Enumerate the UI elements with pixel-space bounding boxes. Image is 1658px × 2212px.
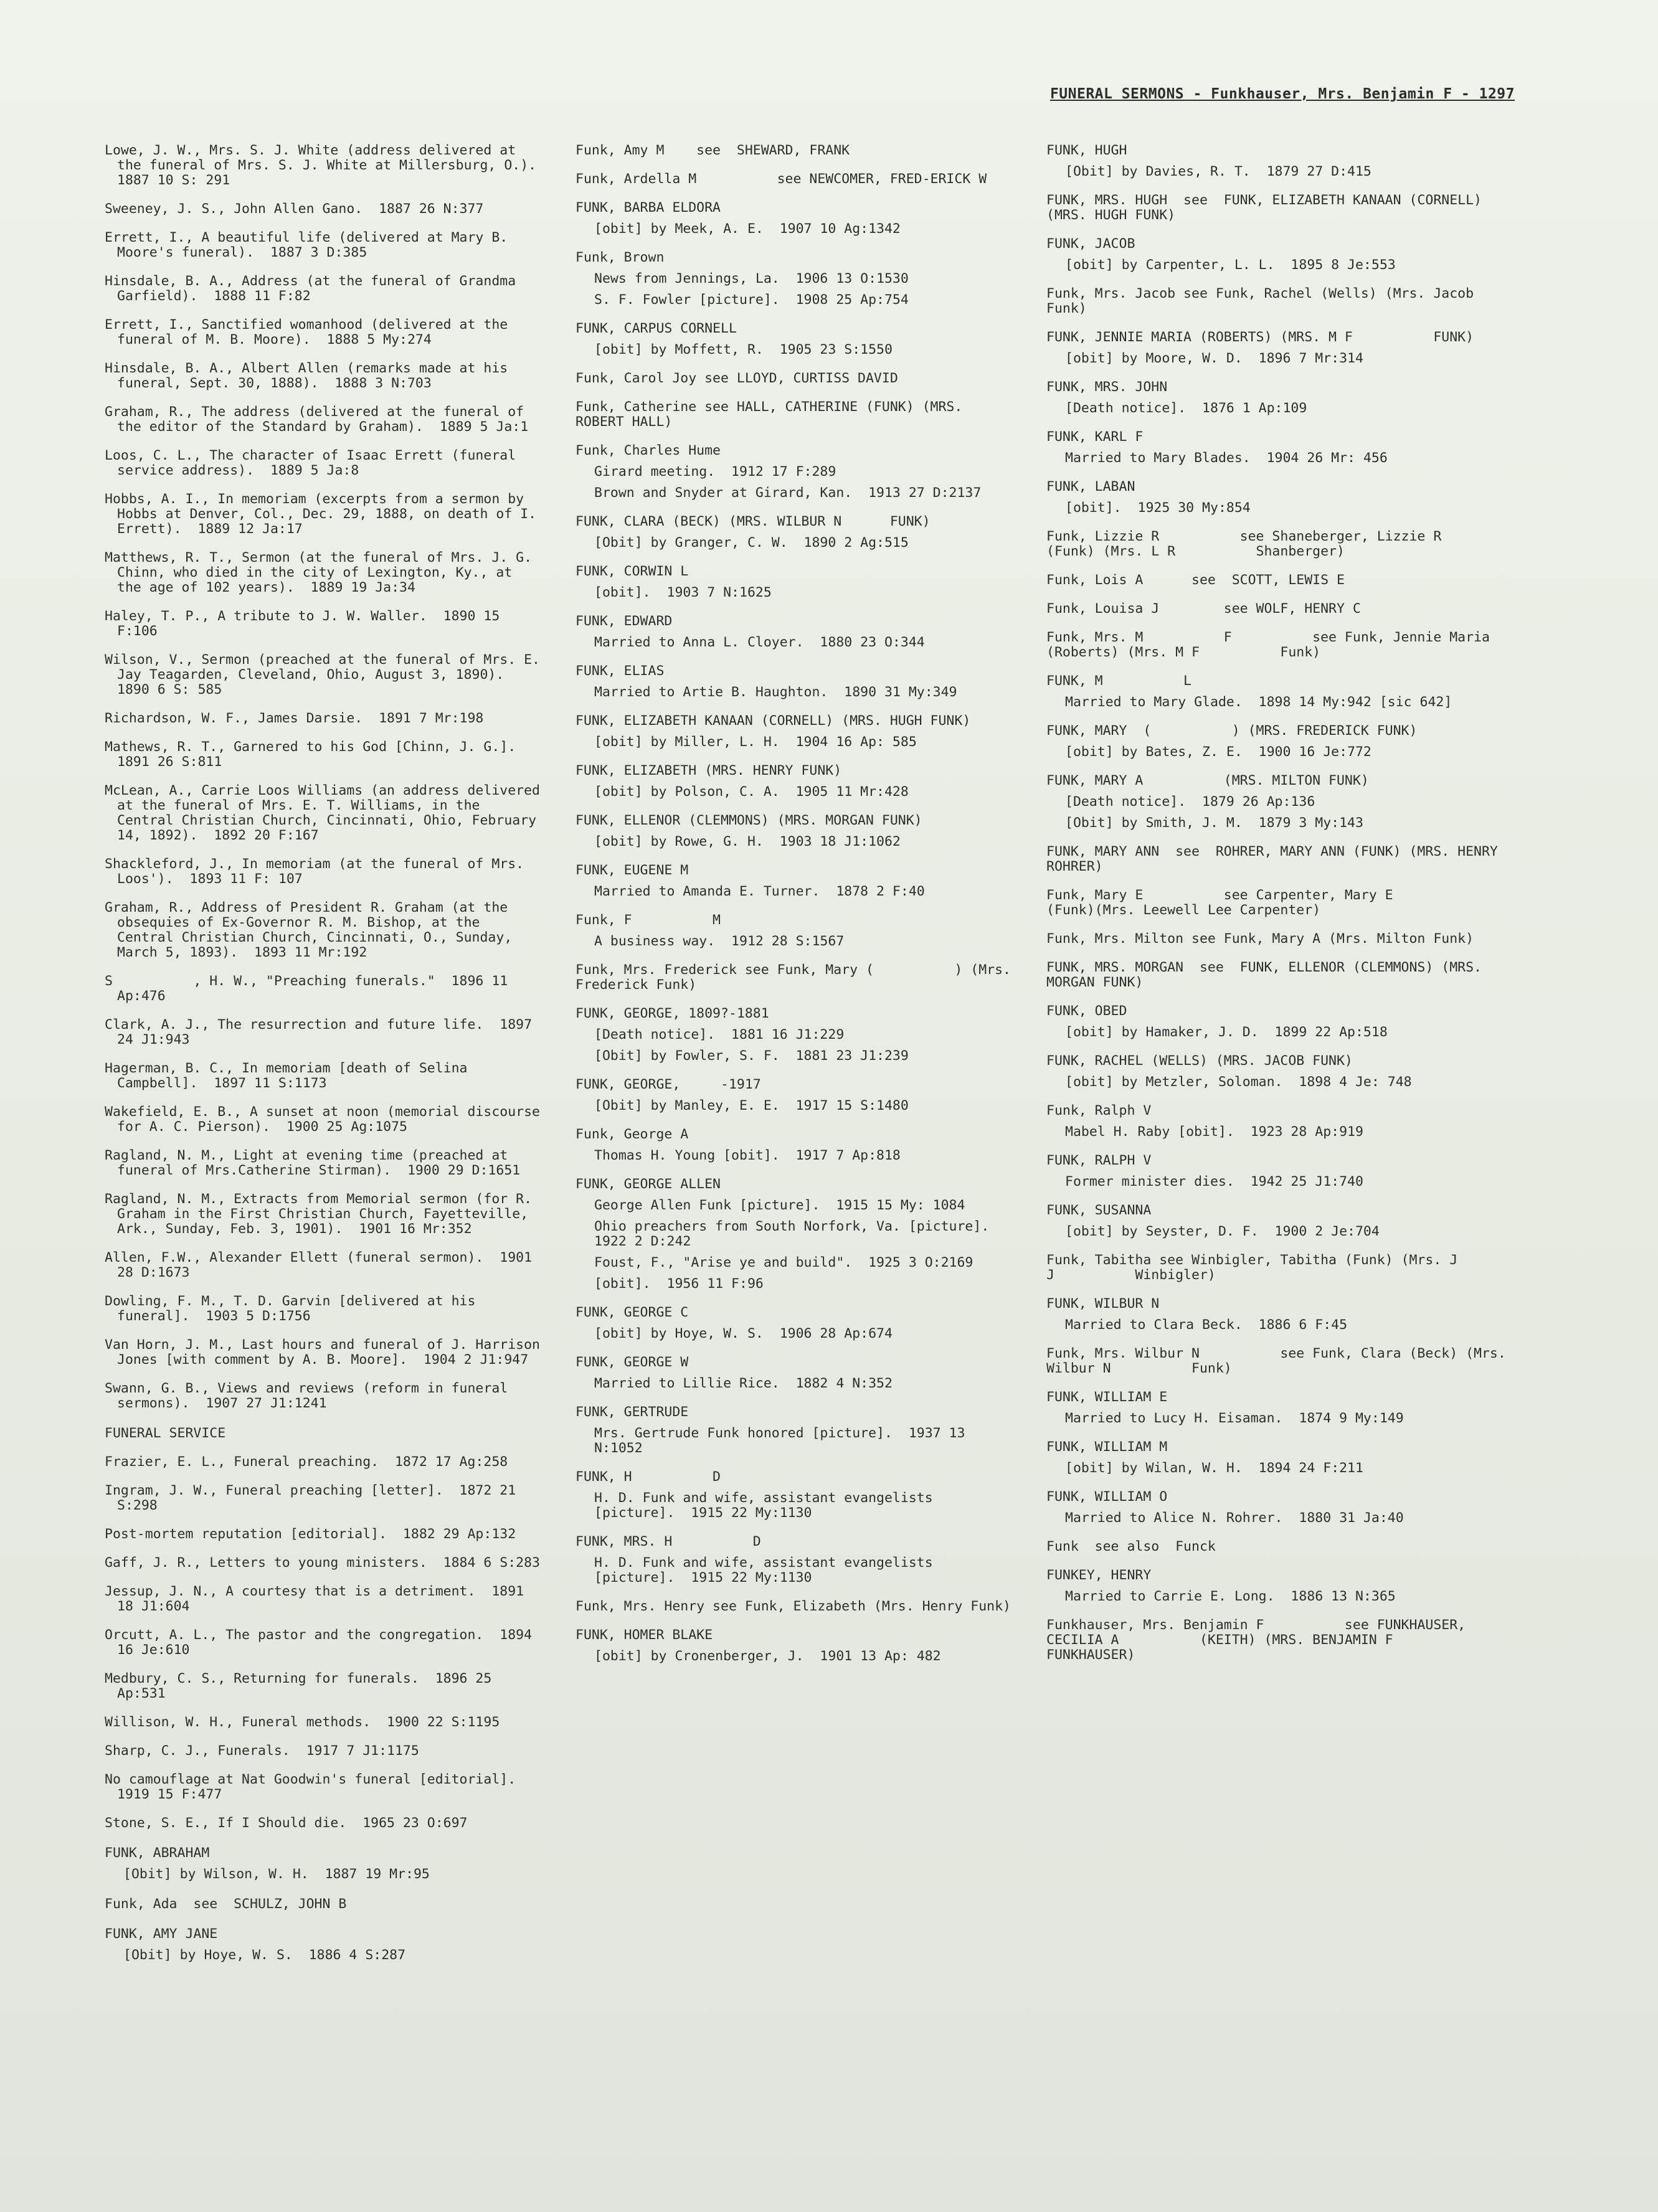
entry-heading: Errett, I., Sanctified womanhood (delivered at the funeral of M. B. Moore). 1888 5 My:274 [105, 317, 516, 347]
entry-heading: Wilson, V., Sermon (preached at the funeral of Mrs. E. Jay Teagarden, Cleveland, Ohio, August 3, 1890). 1890 6 S: 585 [105, 652, 548, 697]
entry-citation: Mabel H. Raby [obit]. 1923 28 Ap:919 [1065, 1124, 1363, 1140]
index-entry [105, 1846, 541, 1882]
entry-citation: Married to Anna L. Cloyer. 1880 23 O:344 [594, 635, 925, 650]
index-entry [1046, 674, 1520, 710]
index-entry [105, 652, 548, 697]
index-entry [105, 1192, 541, 1237]
entry-heading: Funk, Mrs. Henry see Funk, Elizabeth (Mrs. Henry Funk) [576, 1599, 1011, 1614]
entry-heading: FUNK, GEORGE C [576, 1305, 689, 1320]
index-entry [105, 711, 541, 726]
index-entry [105, 974, 541, 1004]
index-entry [576, 763, 1011, 800]
index-entry [1046, 143, 1520, 179]
index-entry [105, 405, 541, 435]
index-entry [105, 318, 541, 347]
index-entry [576, 614, 1011, 650]
entry-heading: Graham, R., Address of President R. Graham (at the obsequies of Ex-Governor R. M. Bishop, at the Central Christian Church, Cincinnati, O., Sunday, March 5, 1893). 1893 11 Mr:192 [105, 900, 521, 960]
entry-citation: [obit] by Rowe, G. H. 1903 18 J1:1062 [594, 834, 901, 849]
entry-citation: George Allen Funk [picture]. 1915 15 My: 1084 [594, 1198, 965, 1213]
index-entry [576, 1077, 1011, 1113]
index-entry [576, 514, 1011, 551]
index-entry [105, 1927, 541, 1963]
entry-citation: [obit] by Meek, A. E. 1907 10 Ag:1342 [594, 221, 901, 237]
entry-citation: [Death notice]. 1881 16 J1:229 [594, 1027, 845, 1042]
entry-heading: Funk, Mary E see Carpenter, Mary E (Funk)(Mrs. Leewell Lee Carpenter) [1046, 887, 1474, 918]
index-entry [105, 1816, 541, 1831]
index-entry [576, 913, 1011, 949]
entry-citation: [Obit] by Manley, E. E. 1917 15 S:1480 [594, 1098, 909, 1113]
entry-heading: Clark, A. J., The resurrection and future life. 1897 24 J1:943 [105, 1017, 540, 1047]
index-entry [1046, 960, 1520, 990]
entry-heading: Funk, Ralph V [1046, 1103, 1152, 1118]
index-entry [105, 1337, 548, 1368]
index-entry [1046, 286, 1520, 316]
index-entry [105, 1148, 541, 1178]
entry-heading: FUNK, JENNIE MARIA (ROBERTS) (MRS. M F FUNK) [1046, 329, 1474, 345]
entry-heading: Funk, Lois A see SCOTT, LEWIS E [1046, 572, 1345, 588]
index-entry [1046, 1054, 1520, 1090]
index-entry [105, 1426, 541, 1441]
entry-heading: FUNK, WILLIAM E [1046, 1389, 1168, 1405]
entry-citation: Married to Amanda E. Turner. 1878 2 F:40 [594, 884, 925, 899]
entry-heading: Funk, Catherine see HALL, CATHERINE (FUNK) (MRS. ROBERT HALL) [576, 399, 971, 430]
index-entry [105, 551, 541, 595]
index-entry [1046, 1490, 1520, 1526]
index-entry [576, 172, 1011, 187]
entry-heading: Funk, Mrs. Milton see Funk, Mary A (Mrs. Milton Funk) [1046, 931, 1474, 947]
index-entry [105, 857, 541, 887]
index-entry [576, 371, 1011, 386]
index-entry [105, 1556, 541, 1571]
index-entry [105, 1104, 548, 1135]
index-entry [105, 1061, 541, 1091]
index-entry [105, 1294, 541, 1324]
index-entry [576, 962, 1019, 993]
entry-heading: Lowe, J. W., Mrs. S. J. White (address delivered at the funeral of Mrs. S. J. White at Millersburg, O.). 1887 10 S: 291 [105, 143, 552, 188]
index-entry [105, 1584, 541, 1614]
index-entry [1046, 330, 1520, 366]
entry-citation: Married to Alice N. Rohrer. 1880 31 Ja:40 [1065, 1510, 1404, 1526]
index-entry [576, 714, 1011, 750]
index-entry [105, 491, 545, 537]
index-entry [105, 361, 541, 391]
entry-citation: H. D. Funk and wife, assistant evangelists [picture]. 1915 22 My:1130 [594, 1555, 941, 1586]
index-entry [105, 1250, 541, 1280]
entry-heading: Shackleford, J., In memoriam (at the funeral of Mrs. Loos'). 1893 11 F: 107 [105, 856, 533, 887]
entry-heading: S , H. W., "Preaching funerals." 1896 11 Ap:476 [105, 973, 516, 1004]
index-entry [1046, 844, 1520, 874]
entry-citation: A business way. 1912 28 S:1567 [594, 933, 845, 949]
entry-heading: Matthews, R. T., Sermon (at the funeral of Mrs. J. G. Chinn, who died in the city of Lexington, Ky., at the age of 102 years). 1889 19 Ja:34 [105, 550, 540, 595]
entry-heading: FUNK, EUGENE M [576, 863, 689, 878]
entry-heading: FUNK, OBED [1046, 1003, 1127, 1019]
entry-heading: Ragland, N. M., Extracts from Memorial sermon (for R. Graham in the First Christian Church, Fayetteville, Ark., Sunday, Feb. 3, 1901). 1901 16 Mr:352 [105, 1191, 540, 1237]
index-entry [1046, 1440, 1520, 1476]
index-entry [576, 201, 1011, 237]
entry-citation: S. F. Fowler [picture]. 1908 25 Ap:754 [594, 292, 909, 308]
entry-heading: Hobbs, A. I., In memoriam (excerpts from a sermon by Hobbs at Denver, Col., Dec. 29, 1888, on death of I. Errett). 1889 12 Ja:17 [105, 491, 545, 537]
index-entry [105, 1455, 541, 1470]
entry-heading: FUNK, AMY JANE [105, 1926, 218, 1942]
entry-heading: Funk, Ada see SCHULZ, JOHN B [105, 1896, 347, 1912]
entry-heading: Stone, S. E., If I Should die. 1965 23 O:697 [105, 1815, 468, 1831]
entry-heading: FUNK, EDWARD [576, 613, 673, 629]
entry-heading: Funk, Brown [576, 250, 665, 265]
index-entry [105, 609, 541, 639]
index-entry [576, 1599, 1011, 1614]
index-entry [105, 230, 541, 260]
entry-heading: Van Horn, J. M., Last hours and funeral of J. Harrison Jones [with comment by A. B. Moore]. 1904 2 J1:947 [105, 1337, 548, 1368]
entry-heading: No camouflage at Nat Goodwin's funeral [editorial]. 1919 15 F:477 [105, 1772, 533, 1802]
entry-citation: Married to Clara Beck. 1886 6 F:45 [1065, 1317, 1348, 1333]
entry-heading: McLean, A., Carrie Loos Williams (an address delivered at the funeral of Mrs. E. T. Williams, in the Central Christian Church, Cincinnati, Ohio, February 14, 1892). 1892 20 F:167 [105, 783, 548, 843]
entry-heading: FUNK, M L [1046, 673, 1191, 689]
entry-citation: [Obit] by Granger, C. W. 1890 2 Ag:515 [594, 535, 909, 551]
index-entry [105, 740, 541, 770]
entry-citation: [obit]. 1925 30 My:854 [1065, 500, 1251, 516]
index-entry [105, 448, 541, 478]
entry-heading: FUNK, GEORGE W [576, 1354, 689, 1370]
index-entry [105, 202, 541, 217]
entry-heading: Swann, G. B., Views and reviews (reform in funeral sermons). 1907 27 J1:1241 [105, 1381, 516, 1411]
index-entry [105, 1715, 541, 1730]
entry-heading: FUNERAL SERVICE [105, 1425, 226, 1441]
index-entry [576, 664, 1011, 700]
index-entry [105, 1483, 541, 1513]
index-entry [1046, 380, 1520, 416]
entry-heading: FUNK, ELIAS [576, 663, 665, 679]
entry-heading: Funk, Mrs. Frederick see Funk, Mary ( ) (Mrs. Frederick Funk) [576, 962, 1019, 993]
index-entry [1046, 1203, 1520, 1239]
entry-citation: Former minister dies. 1942 25 J1:740 [1065, 1174, 1363, 1189]
index-entry [576, 400, 1011, 430]
index-entry [1046, 1346, 1520, 1376]
entry-heading: FUNKEY, HENRY [1046, 1567, 1152, 1583]
entry-citation: Married to Carrie E. Long. 1886 13 N:365 [1065, 1589, 1396, 1604]
entry-heading: Sharp, C. J., Funerals. 1917 7 J1:1175 [105, 1743, 419, 1759]
index-entry [1046, 888, 1520, 918]
entry-citation: News from Jennings, La. 1906 13 O:1530 [594, 271, 909, 286]
entry-citation: Married to Mary Blades. 1904 26 Mr: 456 [1065, 450, 1388, 466]
entry-heading: Hinsdale, B. A., Address (at the funeral of Grandma Garfield). 1888 11 F:82 [105, 273, 524, 304]
entry-heading: Willison, W. H., Funeral methods. 1900 22 S:1195 [105, 1714, 500, 1730]
entry-citation: [obit] by Wilan, W. H. 1894 24 F:211 [1065, 1460, 1363, 1476]
index-entry [105, 1744, 541, 1759]
entry-heading: FUNK, MRS. MORGAN see FUNK, ELLENOR (CLEMMONS) (MRS. MORGAN FUNK) [1046, 960, 1490, 990]
entry-heading: FUNK, GEORGE ALLEN [576, 1176, 721, 1192]
entry-citation: [obit] by Carpenter, L. L. 1895 8 Je:553 [1065, 257, 1396, 273]
entry-citation: Brown and Snyder at Girard, Kan. 1913 27 D:2137 [594, 485, 982, 501]
entry-heading: Funk, Ardella M see NEWCOMER, FRED-ERICK W [576, 171, 987, 187]
index-entry [1046, 932, 1520, 947]
index-entry [1046, 1104, 1520, 1140]
entry-heading: Hagerman, B. C., In memoriam [death of Selina Campbell]. 1897 11 S:1173 [105, 1061, 476, 1091]
index-entry [105, 1772, 541, 1802]
entry-citation: Married to Lillie Rice. 1882 4 N:352 [594, 1376, 893, 1391]
entry-citation: [Obit] by Fowler, S. F. 1881 23 J1:239 [594, 1048, 909, 1064]
index-entry [105, 1018, 541, 1047]
entry-heading: Errett, I., A beautiful life (delivered at Mary B. Moore's funeral). 1887 3 D:385 [105, 230, 516, 260]
entry-heading: Funk, Lizzie R see Shaneberger, Lizzie R (Funk) (Mrs. L R Shanberger) [1046, 529, 1522, 559]
entry-heading: Gaff, J. R., Letters to young ministers. 1884 6 S:283 [105, 1555, 540, 1571]
column-2 [576, 143, 1019, 1678]
entry-heading: Post-mortem reputation [editorial]. 1882 29 Ap:132 [105, 1526, 516, 1542]
entry-heading: Frazier, E. L., Funeral preaching. 1872 17 Ag:258 [105, 1454, 508, 1470]
entry-heading: FUNK, CORWIN L [576, 564, 689, 579]
index-entry [576, 1006, 1011, 1064]
entry-citation: [Obit] by Davies, R. T. 1879 27 D:415 [1065, 164, 1371, 179]
index-entry [576, 1177, 1011, 1292]
entry-citation: Thomas H. Young [obit]. 1917 7 Ap:818 [594, 1148, 901, 1163]
entry-citation: [obit] by Bates, Z. E. 1900 16 Je:772 [1065, 744, 1371, 760]
entry-citation: [obit]. 1956 11 F:96 [594, 1276, 764, 1292]
index-entry [576, 1355, 1011, 1391]
index-entry [1046, 1390, 1520, 1426]
entry-citation: Mrs. Gertrude Funk honored [picture]. 1937 13 N:1052 [594, 1425, 973, 1456]
entry-heading: FUNK, JACOB [1046, 236, 1135, 252]
index-entry [576, 813, 1011, 849]
index-entry [1046, 1618, 1520, 1663]
entry-citation: Married to Lucy H. Eisaman. 1874 9 My:149 [1065, 1411, 1404, 1426]
entry-citation: [Death notice]. 1879 26 Ap:136 [1065, 794, 1315, 810]
column-3 [1046, 143, 1538, 1676]
entry-heading: FUNK, CLARA (BECK) (MRS. WILBUR N FUNK) [576, 514, 931, 529]
entry-heading: Orcutt, A. L., The pastor and the congregation. 1894 16 Je:610 [105, 1627, 540, 1658]
entry-heading: FUNK, RALPH V [1046, 1153, 1152, 1168]
index-entry [576, 1534, 1011, 1586]
entry-heading: FUNK, HOMER BLAKE [576, 1627, 713, 1643]
entry-heading: FUNK, KARL F [1046, 429, 1144, 445]
entry-heading: Funkhauser, Mrs. Benjamin F see FUNKHAUSER, CECILIA A (KEITH) (MRS. BENJAMIN F FUNKHAUSER) [1046, 1617, 1474, 1663]
entry-heading: FUNK, LABAN [1046, 479, 1135, 494]
entry-heading: FUNK, HUGH [1046, 143, 1127, 158]
column-1 [105, 143, 552, 1977]
entry-heading: Mathews, R. T., Garnered to his God [Chinn, J. G.]. 1891 26 S:811 [105, 739, 533, 770]
index-entry [1046, 193, 1520, 223]
entry-citation: [obit] by Miller, L. H. 1904 16 Ap: 585 [594, 734, 917, 750]
entry-heading: Allen, F.W., Alexander Ellett (funeral sermon). 1901 28 D:1673 [105, 1250, 540, 1280]
entry-heading: Funk, Mrs. Wilbur N see Funk, Clara (Beck) (Mrs. Wilbur N Funk) [1046, 1346, 1514, 1376]
entry-heading: Dowling, F. M., T. D. Garvin [delivered at his funeral]. 1903 5 D:1756 [105, 1293, 484, 1324]
entry-citation: [obit] by Moore, W. D. 1896 7 Mr:314 [1065, 351, 1363, 366]
entry-heading: FUNK, RACHEL (WELLS) (MRS. JACOB FUNK) [1046, 1053, 1353, 1069]
entry-heading: FUNK, MRS. H D [576, 1534, 761, 1549]
entry-heading: Funk, Mrs. Jacob see Funk, Rachel (Wells) (Mrs. Jacob Funk) [1046, 286, 1482, 316]
index-entry [1046, 430, 1520, 466]
index-entry [1046, 1252, 1538, 1283]
index-entry [576, 564, 1011, 600]
entry-heading: Hinsdale, B. A., Albert Allen (remarks made at his funeral, Sept. 30, 1888). 1888 3 N:703 [105, 361, 516, 391]
index-entry [105, 1527, 541, 1542]
entry-heading: Funk, Amy M see SHEWARD, FRANK [576, 143, 850, 158]
entry-heading: FUNK, MRS. HUGH see FUNK, ELIZABETH KANAAN (CORNELL) (MRS. HUGH FUNK) [1046, 192, 1490, 223]
entry-heading: Loos, C. L., The character of Isaac Errett (funeral service address). 1889 5 Ja:8 [105, 448, 524, 478]
index-entry [576, 863, 1011, 899]
index-entry [105, 143, 552, 188]
entry-citation: [Obit] by Hoye, W. S. 1886 4 S:287 [123, 1947, 406, 1963]
entry-heading: Funk, Carol Joy see LLOYD, CURTISS DAVID [576, 371, 898, 386]
entry-citation: Married to Mary Glade. 1898 14 My:942 [sic 642] [1065, 694, 1452, 710]
entry-citation: [obit] by Cronenberger, J. 1901 13 Ap: 482 [594, 1648, 941, 1664]
entry-heading: FUNK, ELIZABETH (MRS. HENRY FUNK) [576, 763, 842, 778]
entry-heading: FUNK, H D [576, 1469, 721, 1485]
index-entry [576, 1405, 1011, 1456]
entry-heading: Graham, R., The address (delivered at the funeral of the editor of the Standard by Graham). 1889 5 Ja:1 [105, 404, 533, 435]
index-entry [1046, 724, 1520, 760]
entry-heading: Haley, T. P., A tribute to J. W. Waller. 1890 15 F:106 [105, 608, 508, 639]
entry-heading: FUNK, WILLIAM M [1046, 1439, 1168, 1455]
index-entry [105, 1628, 541, 1658]
entry-citation: [obit] by Metzler, Soloman. 1898 4 Je: 748 [1065, 1074, 1412, 1090]
entry-heading: FUNK, BARBA ELDORA [576, 200, 721, 215]
entry-citation: [obit] by Hamaker, J. D. 1899 22 Ap:518 [1065, 1024, 1388, 1040]
entry-heading: Funk, Tabitha see Winbigler, Tabitha (Funk) (Mrs. J J Winbigler) [1046, 1252, 1538, 1283]
entry-citation: [obit] by Hoye, W. S. 1906 28 Ap:674 [594, 1326, 893, 1341]
index-entry [576, 250, 1011, 308]
index-entry [1046, 773, 1520, 831]
index-entry [576, 1305, 1011, 1341]
index-entry [1046, 1539, 1520, 1554]
entry-heading: Wakefield, E. B., A sunset at noon (memorial discourse for A. C. Pierson). 1900 25 Ag:1075 [105, 1104, 548, 1135]
entry-heading: Ingram, J. W., Funeral preaching [letter]. 1872 21 S:298 [105, 1483, 524, 1513]
entry-heading: FUNK, GERTRUDE [576, 1404, 689, 1420]
index-entry [105, 783, 548, 843]
entry-heading: Funk, George A [576, 1127, 689, 1142]
index-entry [1046, 1297, 1520, 1333]
entry-heading: Jessup, J. N., A courtesy that is a detriment. 1891 18 J1:604 [105, 1584, 533, 1614]
entry-heading: Funk see also Funck [1046, 1539, 1216, 1554]
index-entry [1046, 573, 1520, 588]
index-entry [576, 443, 1011, 501]
entry-heading: FUNK, CARPUS CORNELL [576, 321, 737, 336]
entry-heading: FUNK, MARY ANN see ROHRER, MARY ANN (FUNK) (MRS. HENRY ROHRER) [1046, 844, 1506, 874]
index-entry [1046, 529, 1520, 559]
index-entry [576, 321, 1011, 357]
entry-heading: Richardson, W. F., James Darsie. 1891 7 Mr:198 [105, 711, 484, 726]
entry-citation: [Obit] by Smith, J. M. 1879 3 My:143 [1065, 815, 1363, 831]
entry-citation: Girard meeting. 1912 17 F:289 [594, 464, 836, 480]
index-entry [1046, 1004, 1520, 1040]
index-entry [576, 1628, 1011, 1664]
entry-citation: [Obit] by Wilson, W. H. 1887 19 Mr:95 [123, 1866, 430, 1882]
entry-citation: [obit] by Polson, C. A. 1905 11 Mr:428 [594, 784, 909, 800]
entry-heading: FUNK, ELIZABETH KANAAN (CORNELL) (MRS. HUGH FUNK) [576, 713, 971, 729]
entry-heading: FUNK, GEORGE, 1809?-1881 [576, 1006, 769, 1021]
entry-citation: Ohio preachers from South Norfork, Va. [picture]. 1922 2 D:242 [594, 1219, 1006, 1249]
index-entry [105, 1381, 541, 1411]
entry-heading: FUNK, ELLENOR (CLEMMONS) (MRS. MORGAN FUNK) [576, 813, 922, 828]
entry-heading: FUNK, MARY ( ) (MRS. FREDERICK FUNK) [1046, 723, 1418, 739]
entry-heading: Funk, Louisa J see WOLF, HENRY C [1046, 601, 1361, 617]
index-entry [576, 143, 1011, 158]
index-entry [105, 900, 541, 960]
index-entry [1046, 1568, 1520, 1604]
entry-citation: H. D. Funk and wife, assistant evangelists [picture]. 1915 22 My:1130 [594, 1490, 941, 1521]
index-entry [1046, 480, 1520, 516]
entry-heading: Ragland, N. M., Light at evening time (preached at funeral of Mrs.Catherine Stirman). 1900 29 D:1651 [105, 1148, 521, 1178]
entry-heading: Medbury, C. S., Returning for funerals. 1896 25 Ap:531 [105, 1671, 500, 1701]
index-entry [105, 1897, 541, 1912]
entry-heading: FUNK, GEORGE, -1917 [576, 1077, 761, 1092]
entry-citation: [obit]. 1903 7 N:1625 [594, 585, 772, 600]
page-header: FUNERAL SERMONS - Funkhauser, Mrs. Benjamin F - 1297 [1049, 86, 1515, 102]
entry-heading: FUNK, SUSANNA [1046, 1203, 1152, 1218]
index-entry [1046, 1153, 1520, 1189]
entry-heading: Funk, Charles Hume [576, 443, 721, 458]
entry-heading: Sweeney, J. S., John Allen Gano. 1887 26 N:377 [105, 201, 484, 217]
index-entry [576, 1470, 1011, 1521]
entry-citation: [Death notice]. 1876 1 Ap:109 [1065, 400, 1307, 416]
index-entry [105, 274, 541, 304]
entry-citation: [obit] by Moffett, R. 1905 23 S:1550 [594, 342, 893, 357]
entry-citation: Foust, F., "Arise ye and build". 1925 3 O:2169 [594, 1255, 973, 1270]
entry-citation: [obit] by Seyster, D. F. 1900 2 Je:704 [1065, 1224, 1380, 1239]
entry-heading: Funk, Mrs. M F see Funk, Jennie Maria (Roberts) (Mrs. M F Funk) [1046, 630, 1498, 660]
entry-heading: FUNK, WILLIAM O [1046, 1489, 1168, 1505]
entry-heading: FUNK, ABRAHAM [105, 1845, 210, 1861]
entry-heading: FUNK, MARY A (MRS. MILTON FUNK) [1046, 773, 1369, 788]
entry-heading: FUNK, MRS. JOHN [1046, 379, 1168, 395]
entry-heading: Funk, F M [576, 912, 721, 928]
index-entry [1046, 237, 1520, 273]
index-entry [1046, 602, 1520, 617]
index-entry [1046, 630, 1520, 660]
entry-heading: FUNK, WILBUR N [1046, 1296, 1160, 1312]
entry-citation: Married to Artie B. Haughton. 1890 31 My:349 [594, 684, 957, 700]
index-entry [576, 1127, 1011, 1163]
index-entry [105, 1671, 541, 1701]
